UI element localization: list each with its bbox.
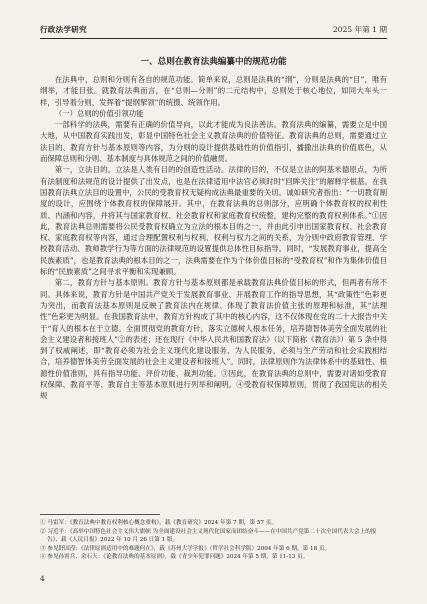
footnote-4: ④ 参见孙霄兵、余石天：《论教育法典的基本原则》，载《青少年犯罪问题》2024 年第 5 期，第 11-13 页。	[40, 554, 309, 561]
paragraph-2: 第一，立法目的。立法是人类有目的的创造性活动。法律的目的，不仅是立法的阿基米德原点，为所有法制度和法规范的设计提供了出发点，也是在法律适用中法官必须时时“回眸关注”的解释学根基。在我国教育法典立法目的设置中，公民的受教育权无疑构成法典最重要的关切。诚如研究者指出：“一切教育制度的设计，应围绕个体教育权的保障展开。其中，在教育法典的总则部分，应明确个体教育权的权利性质、内涵和内容，并将其与国家教育权、社会教育权和家庭教育权统整，建构完整的教育权利体系。”①因此，教育法典总则需要将公民受教育权确立为立法的根本目的之一，并由此引申出国家教育权、社会教育权、家庭教育权等内容，通过合理配置权利与权利、权利与权力之间的关系，为分则中政府教育管理、学校教育活动、教师教学行为等方面的法律规范的设置提供总体性目标指导。同时，“发展教育事业，提高全民族素质”，也是教育法典的根本目的之一，法典需要在作为个体价值目标的“受教育权”和作为集体价值目标的“民族素质”之间寻求平衡和实现兼顾。	[40, 165, 387, 277]
footnotes	[40, 519, 387, 562]
section-title: 一、总则在教育法典编纂中的规范功能	[140, 57, 287, 67]
paragraph-intro: 在法典中，总则和分则有各自的规范功能。简单来说，总则是法典的“纲”，分则是法典的“目”，唯有纲举，才能目张。就教育法典而言，在“总则—分则”的二元结构中，总则处于核心地位，如同大车头一样，引导着分则，发挥着“提纲挈领”的统摄、统领作用。	[40, 75, 387, 107]
paragraph-1: 一部科学的法典，需要有正确的价值导向，以此才能成为良法善法。教育法典的编纂，需要立足中国大地，从中国教育实践出发，彰显中国特色社会主义教育法典的价值特征。教育法典的总则，需要通过立法目的、教育方针与基本原则等内容，为分则的设计提供基础性的价值指引，播撒出法典的价值底色，从而保障总则和分则、基本制度与具体规范之间的价值融贯。	[40, 120, 387, 164]
article-body	[40, 56, 387, 402]
journal-name: 行政法学研究	[40, 25, 87, 34]
subsection-title: （一）总则的价值引领功能	[54, 108, 144, 118]
running-header	[40, 24, 387, 38]
footnote-1: ① 马雷军：《教育法典中教育权利核心概念重构》，载《教育研究》2024 年第 7 期，第 57 页。	[40, 520, 277, 526]
footnote-3: ③ 参见舒国滢：《法律原则适用中的难题何在》，载《苏州大学学报》（哲学社会科学版）2004 年第 6 期，第 18 页。	[40, 545, 331, 552]
footnote-rule	[40, 514, 160, 515]
issue-label: 2025 年第 1 期	[332, 25, 387, 34]
header-rule	[40, 38, 387, 39]
paragraph-3: 第二，教育方针与基本原则。教育方针与基本原则都是承载教育法典价值目标的形式，但两者有所不同。具体来说，教育方针是中国共产党关于发展教育事业、开展教育工作的指导思想，其“政策性”色彩更为突出，而教育法基本原则是反映了教育法内在规律、体现了教育法价值主张的原理和标准，其“法理性”色彩更为明显。在我国教育法中，教育方针构成了其中的核心内容，这不仅体现在党的二十大报告中关于“育人的根本在于立德。全面贯彻党的教育方针，落实立德树人根本任务，培养德智体美劳全面发展的社会主义建设者和接班人”②的表述；还在现行《中华人民共和国教育法》（以下简称《教育法》）第 5 条中得到了权威阐述，即“教育必须为社会主义现代化建设服务、为人民服务，必须与生产劳动和社会实践相结合，培养德智体美劳全面发展的社会主义建设者和接班人”。同时，法律原则作为法律体系中的基础性、根源性价值准则，具有指导功能、评价功能、裁判功能。③因此，在教育法典的总则中，需要对诸如受教育权保障、教育平等、教育自主等基本原则进行列举和阐明。④受教育权保障原则，贯彻了我国宪法的相关规	[40, 278, 387, 401]
page-number: 4	[40, 574, 45, 583]
footnote-2: ② 习近平：《高举中国特色社会主义伟大旗帜 为全面建设社会主义现代化国家而团结奋斗——在中国共产党第二十次全国代表大会上的报告》，载《人民日报》2022 年 10 月 26 日第 1 版。	[40, 528, 377, 544]
